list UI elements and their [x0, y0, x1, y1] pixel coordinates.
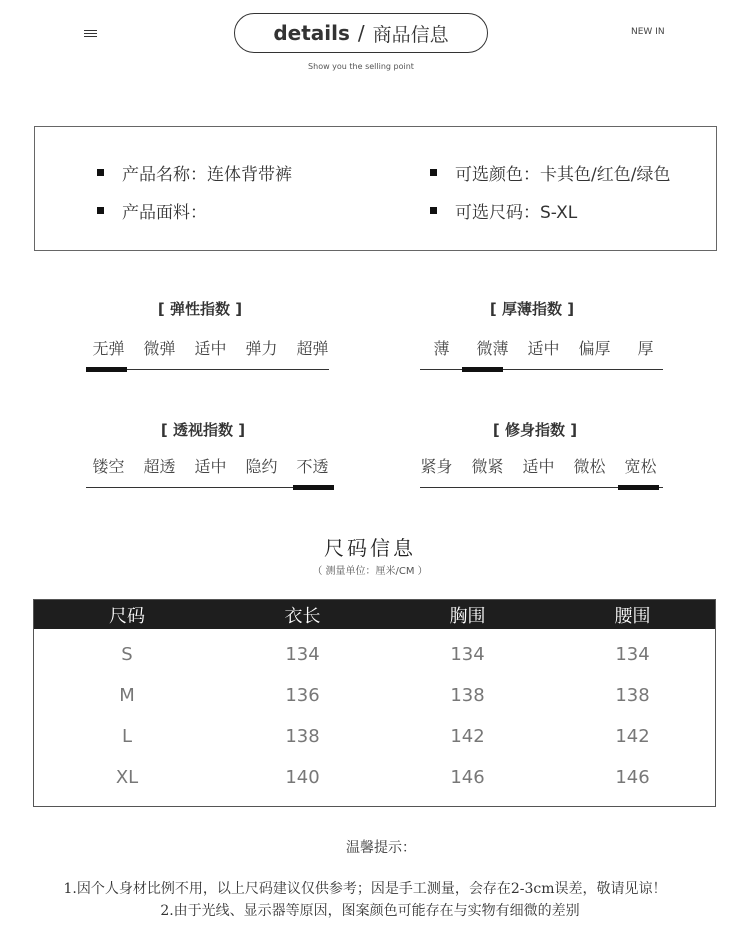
- index-option: 适中: [194, 339, 227, 358]
- table-cell: 138: [615, 685, 650, 706]
- table-cell: 140: [285, 767, 320, 788]
- index-marker: [293, 485, 334, 490]
- transparency-options: [83, 454, 338, 477]
- index-option: 宽松: [624, 457, 657, 476]
- size-table: [33, 599, 716, 807]
- table-row: [34, 634, 715, 675]
- product-colors-item: [430, 160, 670, 185]
- index-marker: [462, 367, 503, 372]
- index-option: 偏厚: [578, 339, 611, 358]
- product-sizes-item: [430, 198, 577, 223]
- index-option: 隐约: [245, 457, 278, 476]
- index-option: 薄: [433, 339, 450, 358]
- index-option: 适中: [527, 339, 560, 358]
- index-option: 微松: [573, 457, 606, 476]
- size-unit-note: （ 测量单位：厘米/CM ）: [312, 566, 428, 577]
- table-cell: 134: [450, 644, 485, 665]
- transparency-index-title: [ 透视指数 ]: [160, 421, 246, 439]
- index-option: 适中: [194, 457, 227, 476]
- header-cell: 衣长: [284, 605, 321, 627]
- table-cell: 136: [285, 685, 320, 706]
- size-table-header: [34, 600, 715, 629]
- index-option: 微紧: [471, 457, 504, 476]
- table-cell: XL: [115, 767, 139, 788]
- fit-options: [411, 454, 666, 477]
- product-name: 产品名称：连体背带裤: [122, 165, 292, 185]
- table-row: [34, 675, 715, 716]
- elasticity-options: [83, 336, 338, 359]
- product-fabric-item: [97, 198, 207, 223]
- product-sizes: 可选尺码：S-XL: [455, 203, 578, 223]
- tips-title: 温馨提示：: [346, 840, 416, 856]
- bullet-icon: [97, 207, 104, 214]
- bullet-icon: [97, 169, 104, 176]
- title-separator: /: [357, 21, 365, 45]
- index-option: 不透: [296, 457, 329, 476]
- new-in-label: NEW IN: [631, 27, 665, 37]
- subtitle: Show you the selling point: [308, 62, 414, 71]
- index-scale-line: [420, 369, 663, 370]
- table-cell: 138: [285, 726, 320, 747]
- index-option: 适中: [522, 457, 555, 476]
- product-colors: 可选颜色：卡其色/红色/绿色: [455, 165, 671, 185]
- table-row: [34, 757, 715, 798]
- title-cn: 商品信息: [372, 23, 449, 46]
- index-option: 无弹: [92, 339, 125, 358]
- index-option: 镂空: [92, 457, 125, 476]
- size-section-title: 尺码信息: [324, 536, 416, 560]
- index-option: 超弹: [296, 339, 329, 358]
- product-fabric: 产品面料：: [122, 203, 207, 223]
- index-option: 微弹: [143, 339, 176, 358]
- table-row: [34, 716, 715, 757]
- thickness-options: [416, 336, 671, 359]
- product-name-item: [97, 160, 292, 185]
- header-cell: 胸围: [449, 605, 486, 627]
- tip-line-1: 1.因个人身材比例不用，以上尺码建议仅供参考；因是手工测量，会存在2-3cm误差，敬请见谅！: [63, 881, 667, 897]
- table-cell: 134: [615, 644, 650, 665]
- elasticity-index-title: [ 弹性指数 ]: [157, 300, 243, 318]
- index-option: 紧身: [420, 457, 453, 476]
- menu-icon[interactable]: [84, 30, 97, 37]
- table-cell: 134: [285, 644, 320, 665]
- table-cell: 146: [450, 767, 485, 788]
- table-cell: 142: [615, 726, 650, 747]
- index-option: 微薄: [476, 339, 509, 358]
- bullet-icon: [430, 207, 437, 214]
- index-option: 厚: [637, 339, 654, 358]
- index-option: 超透: [143, 457, 176, 476]
- table-cell: 142: [450, 726, 485, 747]
- index-marker: [618, 485, 659, 490]
- product-info-box: [34, 126, 717, 251]
- size-table-body: [34, 629, 715, 798]
- page-title: [234, 13, 488, 53]
- bullet-icon: [430, 169, 437, 176]
- title-en: details: [273, 21, 350, 45]
- index-option: 弹力: [245, 339, 278, 358]
- thickness-index-title: [ 厚薄指数 ]: [489, 300, 575, 318]
- tip-line-2: 2.由于光线、显示器等原因，图案颜色可能存在与实物有细微的差别: [160, 903, 580, 919]
- table-cell: L: [121, 726, 133, 747]
- table-cell: M: [119, 685, 135, 706]
- table-cell: 146: [615, 767, 650, 788]
- table-cell: 138: [450, 685, 485, 706]
- index-marker: [86, 367, 127, 372]
- header-cell: 尺码: [109, 605, 145, 627]
- table-cell: S: [121, 644, 133, 665]
- header-cell: 腰围: [614, 605, 651, 627]
- fit-index-title: [ 修身指数 ]: [492, 421, 578, 439]
